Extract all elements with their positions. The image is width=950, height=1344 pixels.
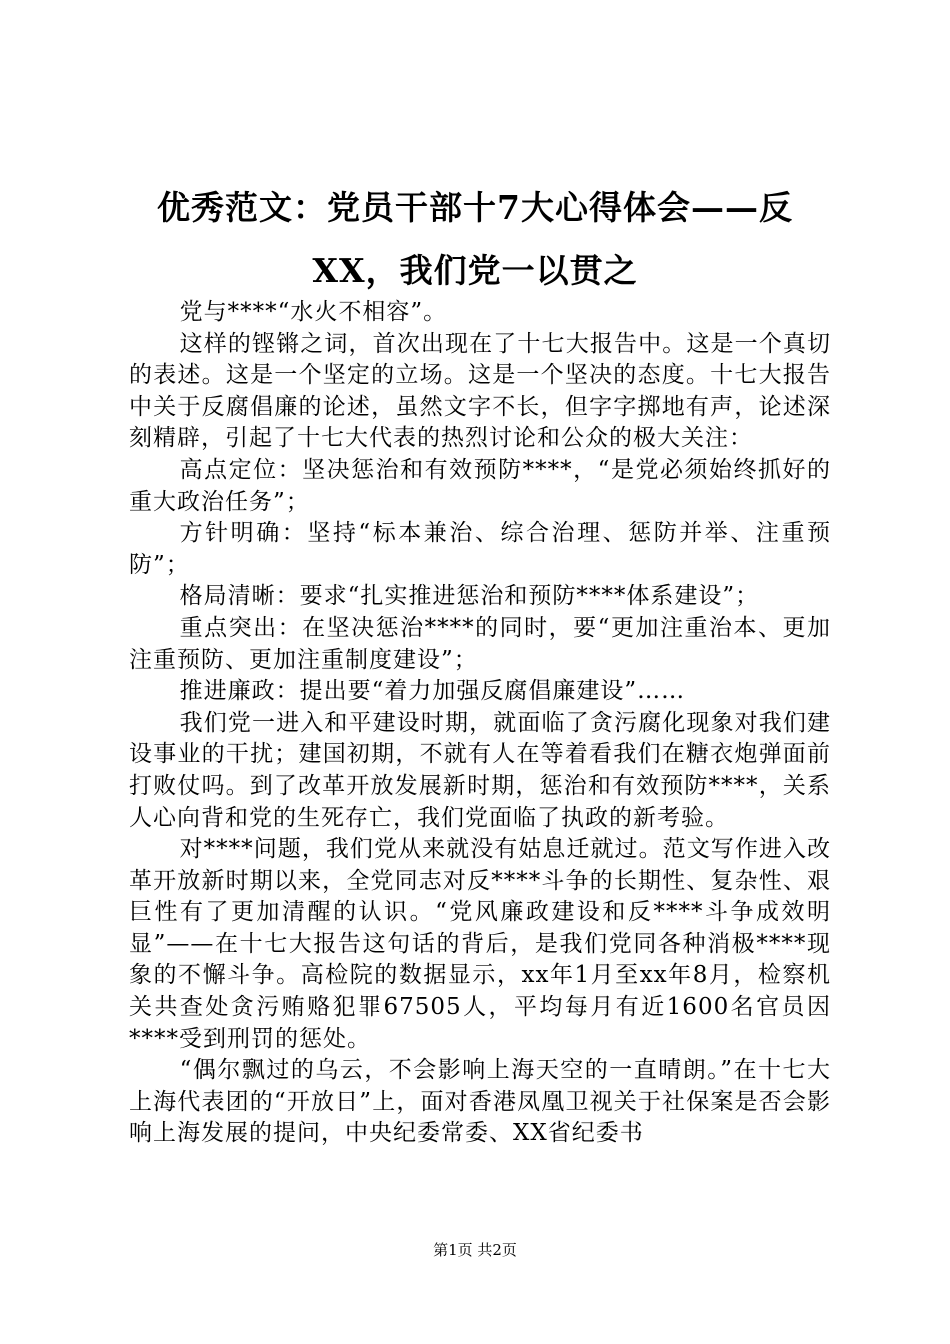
paragraph: 重点突出：在坚决惩治****的同时，要“更加注重治本、更加注重预防、更加注重制度建设”；	[129, 614, 831, 673]
paragraph: “偶尔飘过的乌云，不会影响上海天空的一直晴朗。”在十七大上海代表团的“开放日”上，面对香港凤凰卫视关于社保案是否会影响上海发展的提问，中央纪委常委、XX省纪委书	[129, 1057, 831, 1147]
paragraph: 格局清晰：要求“扎实推进惩治和预防****体系建设”；	[179, 583, 760, 610]
title-line-2: XX，我们党一以贯之	[312, 251, 638, 290]
paragraph: 党与****“水火不相容”。	[179, 299, 448, 325]
paragraph: 推进廉政：提出要“着力加强反腐倡廉建设”……	[179, 678, 686, 705]
title-line-1: 优秀范文：党员干部十7大心得体会——反	[157, 188, 793, 227]
page-footer	[0, 1240, 950, 1260]
paragraph: 方针明确：坚持“标本兼治、综合治理、惩防并举、注重预防”；	[129, 520, 831, 578]
paragraph: 这样的铿锵之词，首次出现在了十七大报告中。这是一个真切的表述。这是一个坚定的立场。这是一个坚决的态度。十七大报告中关于反腐倡廉的论述，虽然文字不长，但字字掷地有声，论述深刻精辟，引起了十七大代表的热烈讨论和公众的极大关注：	[129, 330, 831, 452]
paragraph: 对****问题，我们党从来就没有姑息迁就过。范文写作进入改革开放新时期以来，全党同志对反****斗争的长期性、复杂性、艰巨性有了更加清醒的认识。“党风廉政建设和反****斗争成效明显”——在十七大报告这句话的背后，是我们党同各种消极****现象的不懈斗争。高检院的数据显示，xx年1月至xx年8月，检察机关共查处贪污贿赂犯罪67505人，平均每月有近1600名官员因****受到刑罚的惩处。	[129, 836, 831, 1052]
document-body	[129, 297, 831, 1150]
document-title	[100, 176, 850, 302]
page-number: 第1页 共2页	[433, 1241, 517, 1259]
paragraph: 高点定位：坚决惩治和有效预防****，“是党必须始终抓好的重大政治任务”；	[129, 456, 831, 515]
paragraph: 我们党一进入和平建设时期，就面临了贪污腐化现象对我们建设事业的干扰；建国初期，不就有人在等着看我们在糖衣炮弹面前打败仗吗。到了改革开放发展新时期，惩治和有效预防****，关系人心向背和党的生死存亡，我们党面临了执政的新考验。	[129, 709, 831, 831]
